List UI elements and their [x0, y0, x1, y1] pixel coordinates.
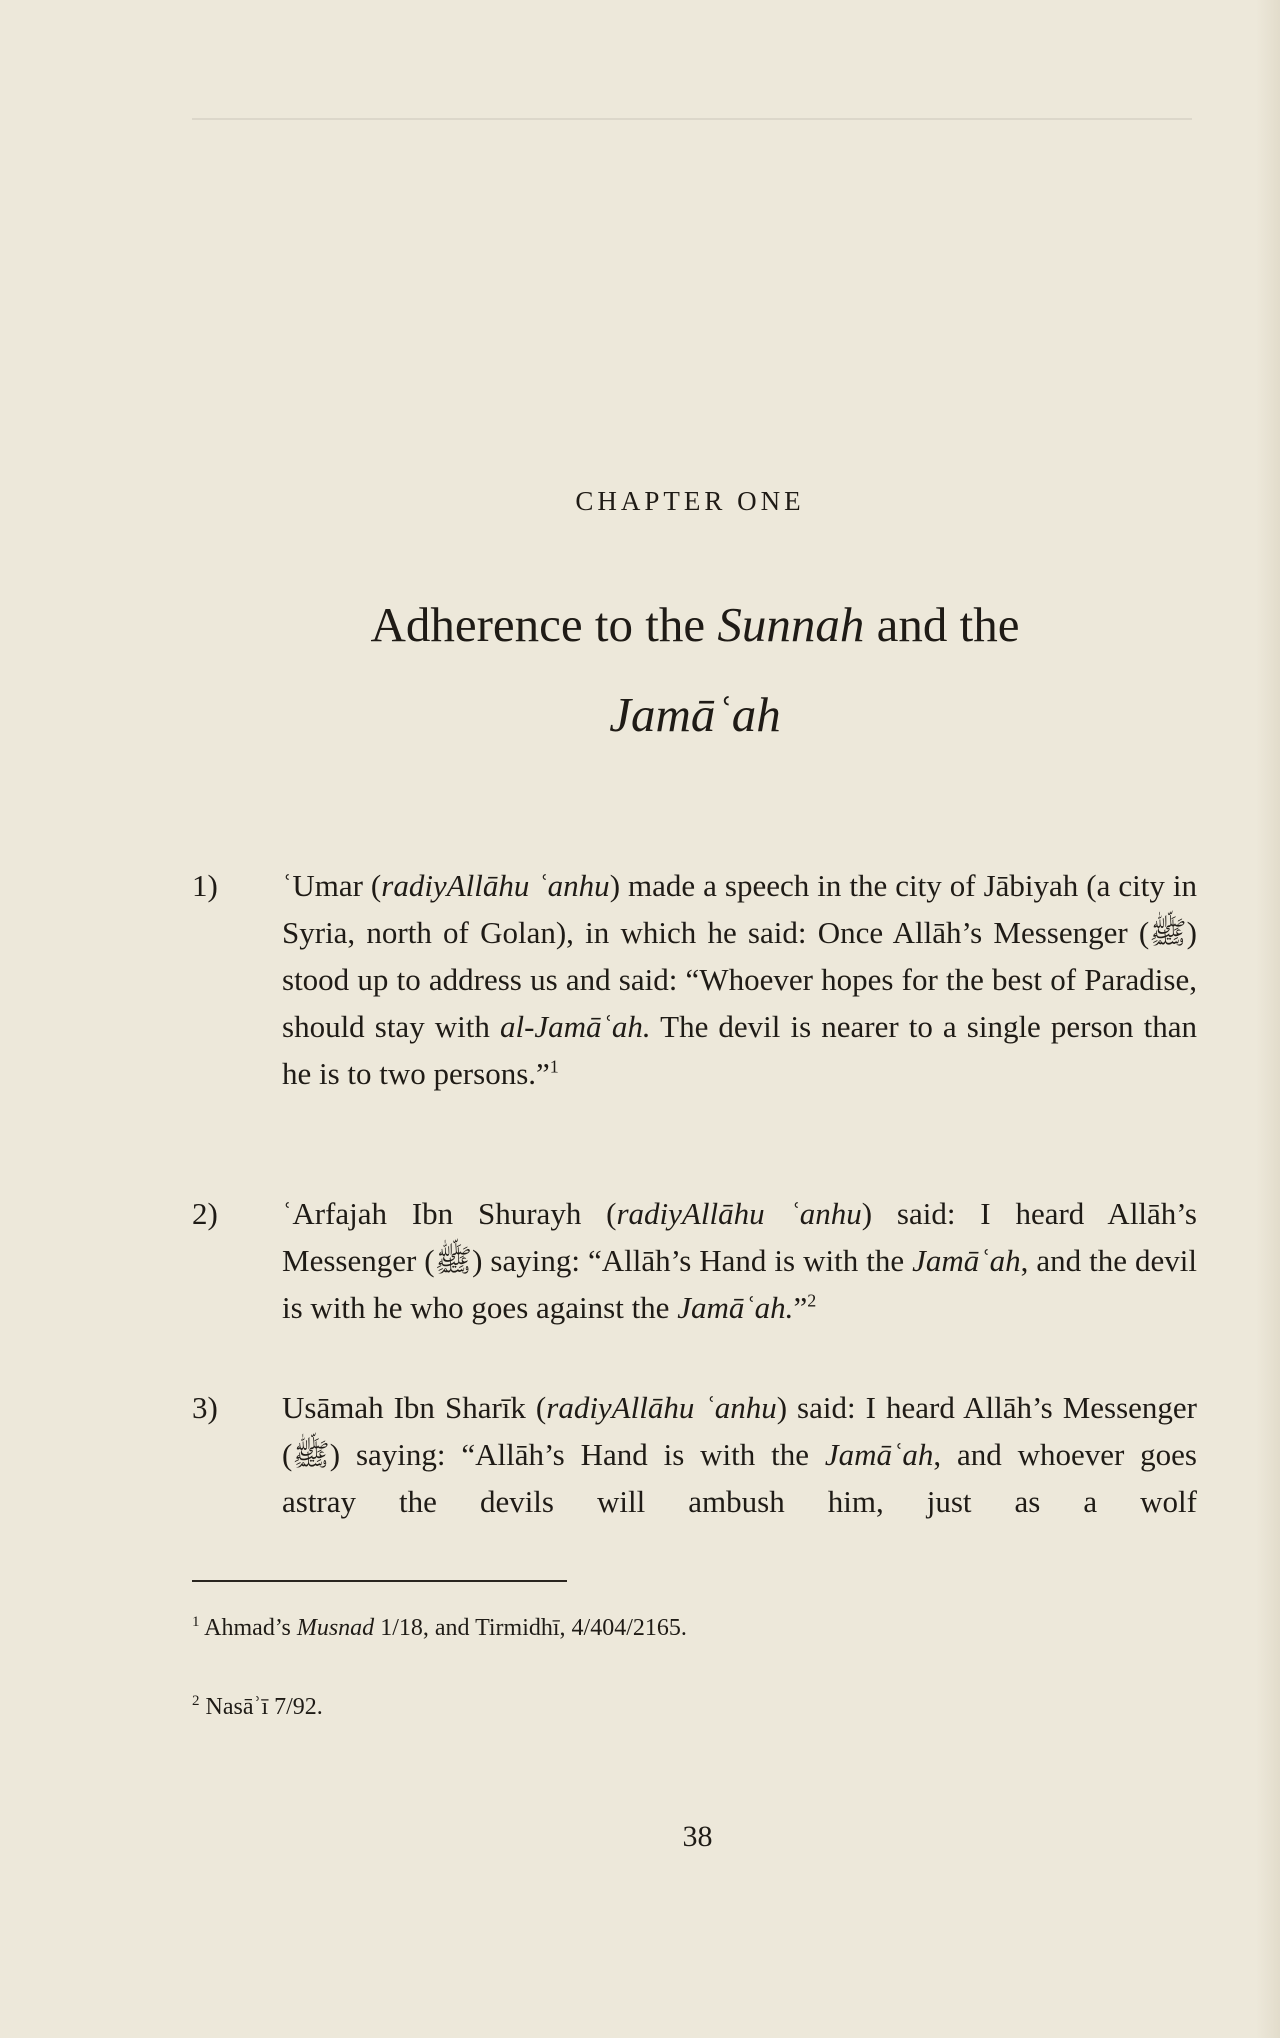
- entry-number: 3): [192, 1390, 218, 1425]
- entry-text-italic: Jamāʿah: [824, 1437, 934, 1472]
- entry-text-italic: Jamāʿah.: [677, 1290, 794, 1325]
- footnote-text: 1/18, and Tirmidhī, 4/404/2165.: [374, 1615, 687, 1641]
- show-through-rule: [192, 118, 1192, 120]
- entry-text-italic: radiyAllāhu ʿanhu: [616, 1196, 862, 1231]
- entry-text-run: , and the devil is with he who goes against the: [282, 1243, 1197, 1325]
- page-number: 38: [682, 1820, 713, 1853]
- footnote-italic: Musnad: [296, 1615, 375, 1641]
- entry-text-italic: radiyAllāhu ʿanhu: [546, 1390, 777, 1425]
- entry-text-italic: radiyAllāhu ʿanhu: [381, 868, 610, 903]
- entry-text-run: ʿArfajah Ibn Shurayh (: [282, 1196, 617, 1231]
- footnote-ref: 1: [549, 1056, 559, 1077]
- entry-text-italic: Jamāʿah: [912, 1243, 1021, 1278]
- entry-text-run: ) said: I heard Allāh’s Messenger (ﷺ) saying: “Allāh’s Hand is with the: [282, 1390, 1198, 1472]
- footnote-marker: 1: [192, 1614, 200, 1630]
- footnote-ref: 2: [807, 1290, 817, 1311]
- chapter-title-italic: Sunnah: [717, 597, 865, 652]
- footnote-1: [192, 1606, 1197, 1644]
- footnote-text: Ahmad’s: [199, 1615, 297, 1641]
- footnote-divider: [192, 1580, 567, 1582]
- chapter-title-italic: Jamāʿah: [609, 687, 781, 742]
- footnote-2: [192, 1685, 1197, 1723]
- entry-text-italic: al-Jamāʿah.: [499, 1009, 651, 1044]
- chapter-title-text: and the: [864, 597, 1020, 652]
- entry-text-run: ) made a speech in the city of Jābiyah (a city in Syria, north of Golan), in which he said: Once Allāh’s Messenger (ﷺ) stood up to address us and said: “Whoever hopes for the best of Paradise, should stay with: [282, 868, 1198, 1044]
- entry-text: [282, 1384, 1197, 1525]
- show-through-line: [192, 165, 1197, 201]
- entry-text-run: ”: [793, 1290, 808, 1325]
- footnote-text: Nasāʾī 7/92.: [199, 1694, 323, 1720]
- chapter-label: CHAPTER ONE: [575, 486, 805, 516]
- footnote-marker: 2: [192, 1693, 200, 1709]
- entry-number: 1): [192, 868, 218, 903]
- show-through-line: [192, 310, 1197, 346]
- entry-text: [282, 1190, 1197, 1331]
- entry-number: 2): [192, 1196, 218, 1231]
- entry-text-run: Usāmah Ibn Sharīk (: [282, 1390, 547, 1425]
- page-edge-shadow: [1256, 0, 1280, 2038]
- entry-text-run: The devil is nearer to a single person than he is to two persons.”: [282, 1009, 1197, 1091]
- show-through-line: [192, 210, 1197, 246]
- chapter-title-text: Adherence to the: [370, 597, 718, 652]
- entry-text-run: ʿUmar (: [282, 868, 382, 903]
- show-through-line: [192, 355, 1197, 391]
- chapter-title: [0, 580, 1280, 760]
- entry-text: [282, 862, 1197, 1097]
- entry-text-run: ) said: I heard Allāh’s Messenger (ﷺ) saying: “Allāh’s Hand is with the: [282, 1196, 1197, 1278]
- entry-text-run: , and whoever goes astray the devils will ambush him, just as a wolf: [282, 1437, 1197, 1519]
